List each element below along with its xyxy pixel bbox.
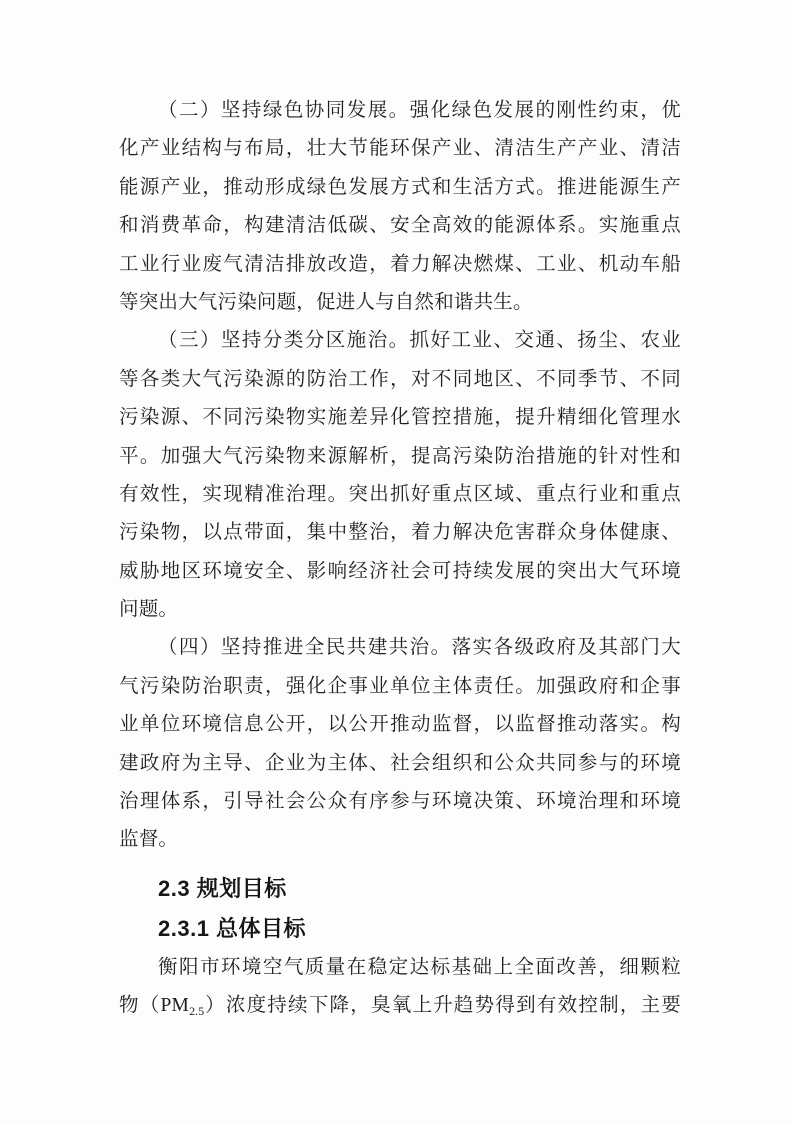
text-line: 平。加强大气污染物来源解析，提高污染防治措施的针对性和: [119, 445, 681, 467]
text-line: 治理体系，引导社会公众有序参与环境决策、环境治理和环境: [119, 791, 681, 813]
document-content: [119, 92, 681, 1025]
text-line: [119, 987, 681, 1025]
text-line: 建政府为主导、企业为主体、社会组织和公众共同参与的环境: [119, 752, 681, 774]
text-line: 问题。: [119, 599, 179, 621]
text-line: 工业行业废气清洁排放改造，着力解决燃煤、工业、机动车船: [119, 253, 681, 275]
paragraph-co-governance: [119, 629, 681, 859]
text-line: 污染源、不同污染物实施差异化管控措施，提升精细化管理水: [119, 407, 681, 429]
text-line: 衡阳市环境空气质量在稳定达标基础上全面改善，细颗粒: [158, 956, 681, 978]
text-line: （三）坚持分类分区施治。抓好工业、交通、扬尘、农业: [158, 330, 681, 352]
text-line: （四）坚持推进全民共建共治。落实各级政府及其部门大: [158, 637, 681, 659]
text-line: （二）坚持绿色协同发展。强化绿色发展的刚性约束，优: [158, 100, 681, 121]
text-line: 业单位环境信息公开，以公开推动监督，以监督推动落实。构: [119, 714, 681, 736]
text-line: 化产业结构与布局，壮大节能环保产业、清洁生产产业、清洁: [119, 138, 681, 160]
text-line: 有效性，实现精准治理。突出抓好重点区域、重点行业和重点: [119, 483, 681, 505]
heading-2-3-1-overall-goal: 2.3.1 总体目标: [158, 916, 307, 942]
subscript-text: 2.5: [189, 1003, 205, 1018]
text-line: 污染物，以点带面，集中整治，着力解决危害群众身体健康、: [119, 522, 681, 544]
paragraph-overall-goal: [119, 949, 681, 1026]
text-line: 等突出大气污染问题，促进人与自然和谐共生。: [119, 291, 533, 313]
text-line: 和消费革命，构建清洁低碳、安全高效的能源体系。实施重点: [119, 215, 681, 237]
text-segment: 物（PM: [119, 994, 190, 1016]
text-line: 气污染防治职责，强化企事业单位主体责任。加强政府和企事: [119, 675, 681, 697]
paragraph-green-development: [119, 92, 681, 322]
paragraph-classified-governance: [119, 322, 681, 629]
text-line: 监督。: [119, 829, 179, 851]
text-segment: ）浓度持续下降，臭氧上升趋势得到有效控制，主要: [204, 994, 681, 1016]
text-line: 能源产业，推动形成绿色发展方式和生活方式。推进能源生产: [119, 176, 681, 198]
text-line: 威胁地区环境安全、影响经济社会可持续发展的突出大气环境: [119, 560, 681, 582]
text-line: 等各类大气污染源的防治工作，对不同地区、不同季节、不同: [119, 368, 681, 390]
heading-2-3-planning-goals: 2.3 规划目标: [158, 875, 287, 901]
